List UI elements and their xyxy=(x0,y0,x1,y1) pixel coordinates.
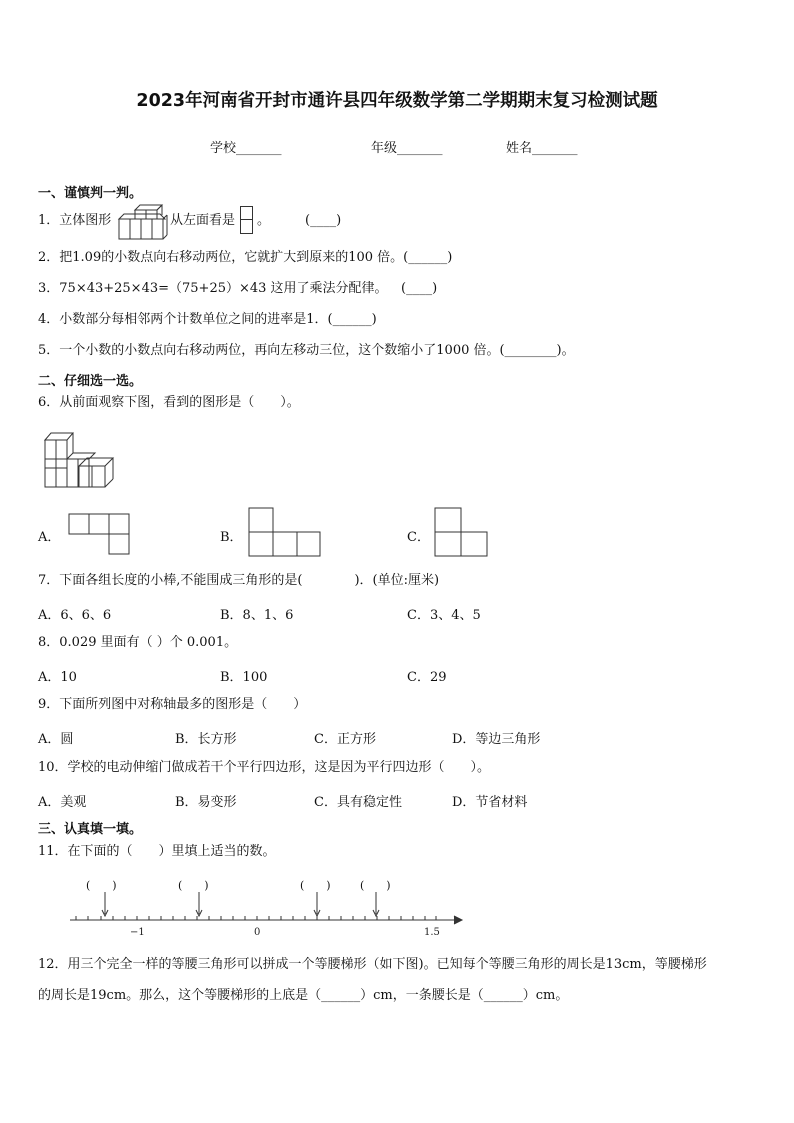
q8-option-b[interactable]: B．100 xyxy=(220,670,268,685)
q1-text-before: 1．立体图形 xyxy=(38,213,112,228)
q7-option-b[interactable]: B．8、1、6 xyxy=(220,608,294,623)
q5-text: 5．一个小数的小数点向右移动两位，再向左移动三位，这个数缩小了1000 倍。(________)。 xyxy=(38,343,575,358)
q11-label-1-5: 1.5 xyxy=(424,927,440,938)
q11-blank-1[interactable]: ( ) xyxy=(86,879,117,892)
school-field[interactable]: 学校_______ xyxy=(210,141,282,156)
q6-text: 6．从前面观察下图，看到的图形是（ ）。 xyxy=(38,395,300,410)
q11-label-neg1: −1 xyxy=(130,927,145,938)
q9-option-a[interactable]: A．圆 xyxy=(38,732,74,747)
q6-option-b-label[interactable]: B． xyxy=(220,530,243,545)
q3-text: 3．75×43+25×43=（75+25）×43 这用了乘法分配律。 xyxy=(38,281,388,296)
q11-blank-4[interactable]: ( ) xyxy=(360,879,391,892)
q12-text-line1: 12．用三个完全一样的等腰三角形可以拼成一个等腰梯形（如下图)。已知每个等腰三角形的周长是13cm，等腰梯形 xyxy=(38,957,707,972)
q9-option-b[interactable]: B．长方形 xyxy=(175,732,237,747)
q2-text: 2．把1.09的小数点向右移动两位，它就扩大到原来的100 倍。(______) xyxy=(38,250,453,265)
q11-number-line xyxy=(68,890,468,940)
q9-text: 9．下面所列图中对称轴最多的图形是（ ） xyxy=(38,697,307,712)
q11-ticks xyxy=(76,916,436,920)
section-1-heading: 一、谨慎判一判。 xyxy=(38,186,143,201)
q1-text-after: 。 xyxy=(257,213,271,228)
q9-option-d[interactable]: D．等边三角形 xyxy=(452,732,541,747)
q8-text: 8．0.029 里面有（ ）个 0.001。 xyxy=(38,635,238,650)
q1-solid-figure xyxy=(115,203,171,241)
q7-option-a[interactable]: A．6、6、6 xyxy=(38,608,112,623)
section-3-heading: 三、认真填一填。 xyxy=(38,822,143,837)
q8-option-a[interactable]: A．10 xyxy=(38,670,77,685)
q7-text: 7．下面各组长度的小棒,不能围成三角形的是( )．(单位:厘米) xyxy=(38,573,440,588)
q10-text: 10．学校的电动伸缩门做成若干个平行四边形，这是因为平行四边形（ ）。 xyxy=(38,760,491,775)
q12-text-line2: 的周长是19cm。那么，这个等腰梯形的上底是（______）cm，一条腰长是（______）cm。 xyxy=(38,988,569,1003)
q6-option-a-label[interactable]: A． xyxy=(38,530,61,545)
q6-option-a-shape[interactable] xyxy=(68,513,132,557)
q10-option-a[interactable]: A．美观 xyxy=(38,795,87,810)
q11-blank-2[interactable]: ( ) xyxy=(178,879,209,892)
q11-text: 11．在下面的（ ）里填上适当的数。 xyxy=(38,844,276,859)
grade-field[interactable]: 年级_______ xyxy=(371,141,443,156)
q10-option-b[interactable]: B．易变形 xyxy=(175,795,237,810)
q1-text-mid: 从左面看是 xyxy=(170,213,236,228)
q8-option-c[interactable]: C．29 xyxy=(407,670,447,685)
q9-option-c[interactable]: C．正方形 xyxy=(314,732,376,747)
q11-label-0: 0 xyxy=(254,927,261,938)
q1-left-view xyxy=(240,206,254,236)
section-2-heading: 二、仔细选一选。 xyxy=(38,374,143,389)
q6-option-b-shape[interactable] xyxy=(248,507,322,559)
q6-option-c-label[interactable]: C． xyxy=(407,530,430,545)
page-title: 2023年河南省开封市通许县四年级数学第二学期期末复习检测试题 xyxy=(136,91,658,111)
q6-cube-figure xyxy=(43,430,118,490)
q10-option-c[interactable]: C．具有稳定性 xyxy=(314,795,402,810)
q1-answer-blank[interactable]: (____) xyxy=(305,213,342,228)
name-field[interactable]: 姓名_______ xyxy=(506,141,578,156)
q3-answer-blank[interactable]: (____) xyxy=(401,281,438,296)
q7-option-c[interactable]: C．3、4、5 xyxy=(407,608,481,623)
q4-text: 4．小数部分每相邻两个计数单位之间的进率是1．(______) xyxy=(38,312,377,327)
q6-option-c-shape[interactable] xyxy=(434,507,490,559)
q10-option-d[interactable]: D．节省材料 xyxy=(452,795,528,810)
q11-blank-3[interactable]: ( ) xyxy=(300,879,331,892)
